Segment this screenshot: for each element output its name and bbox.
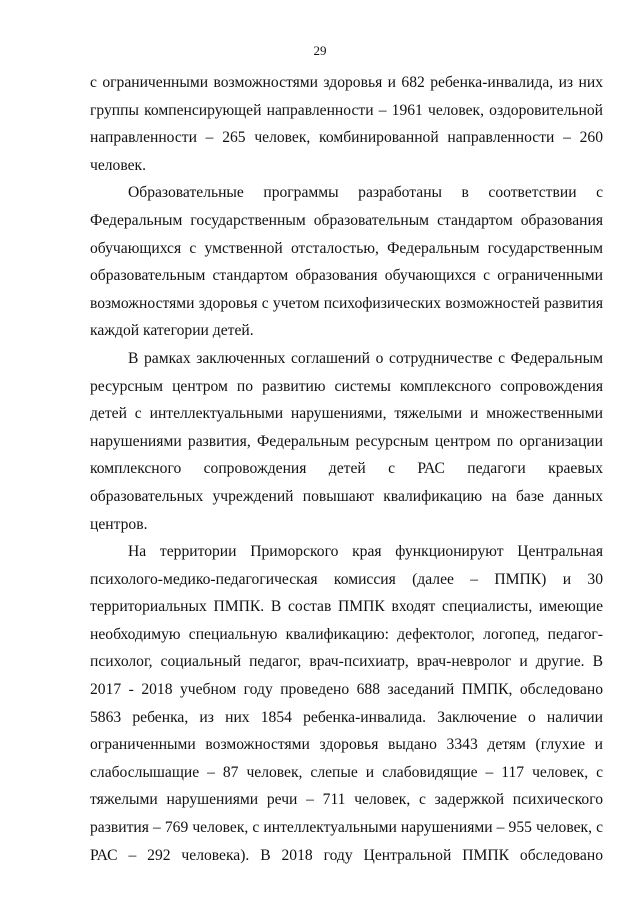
paragraph-federal-resource-centers: В рамках заключенных соглашений о сотрудничестве с Федеральным ресурсным центром по развитию системы комплексного сопровождения детей с интеллектуальными нарушениями, тяжелыми и множественными нарушениями развития, Федеральным ресурсным центром по организации комплексного сопровождения детей с РАС педагоги краевых образовательных учреждений повышают квалификацию на базе данных центров. (90, 349, 603, 533)
paragraph-continuation: с ограниченными возможностями здоровья и 682 ребенка-инвалида, из них группы компенсирующей направленности – 1961 человек, оздоровительной направленности – 265 человек, комбинированной направленности – 260 человек. (90, 74, 603, 174)
document-body (90, 69, 603, 869)
page-number: 29 (313, 43, 327, 58)
paragraph-pmpk-commission: На территории Приморского края функционируют Центральная психолого-медико-педагогическая комиссия (далее – ПМПК) и 30 территориальных ПМПК. В состав ПМПК входят специалисты, имеющие необходимую специальную квалификацию: дефектолог, логопед, педагог-психолог, социальный педагог, врач-психиатр, врач-невролог и другие. В 2017 - 2018 учебном году проведено 688 заседаний ПМПК, обследовано 5863 ребенка, из них 1854 ребенка-инвалида. Заключение о наличии ограниченными возможностями здоровья выдано 3343 детям (глухие и слабослышащие – 87 человек, слепые и слабовидящие – 117 человек, с тяжелыми нарушениями речи – 711 человек, с задержкой психического развития – 769 человек, с интеллектуальными нарушениями – 955 человек, с РАС – 292 человека). В 2018 году Центральной ПМПК обследовано (90, 543, 603, 864)
paragraph-educational-programs: Образовательные программы разработаны в соответствии с Федеральным государственным образовательным стандартом образования обучающихся с умственной отсталостью, Федеральным государственным образовательным стандартом образования обучающихся с ограниченными возможностями здоровья с учетом психофизических возможностей развития каждой категории детей. (90, 184, 603, 340)
